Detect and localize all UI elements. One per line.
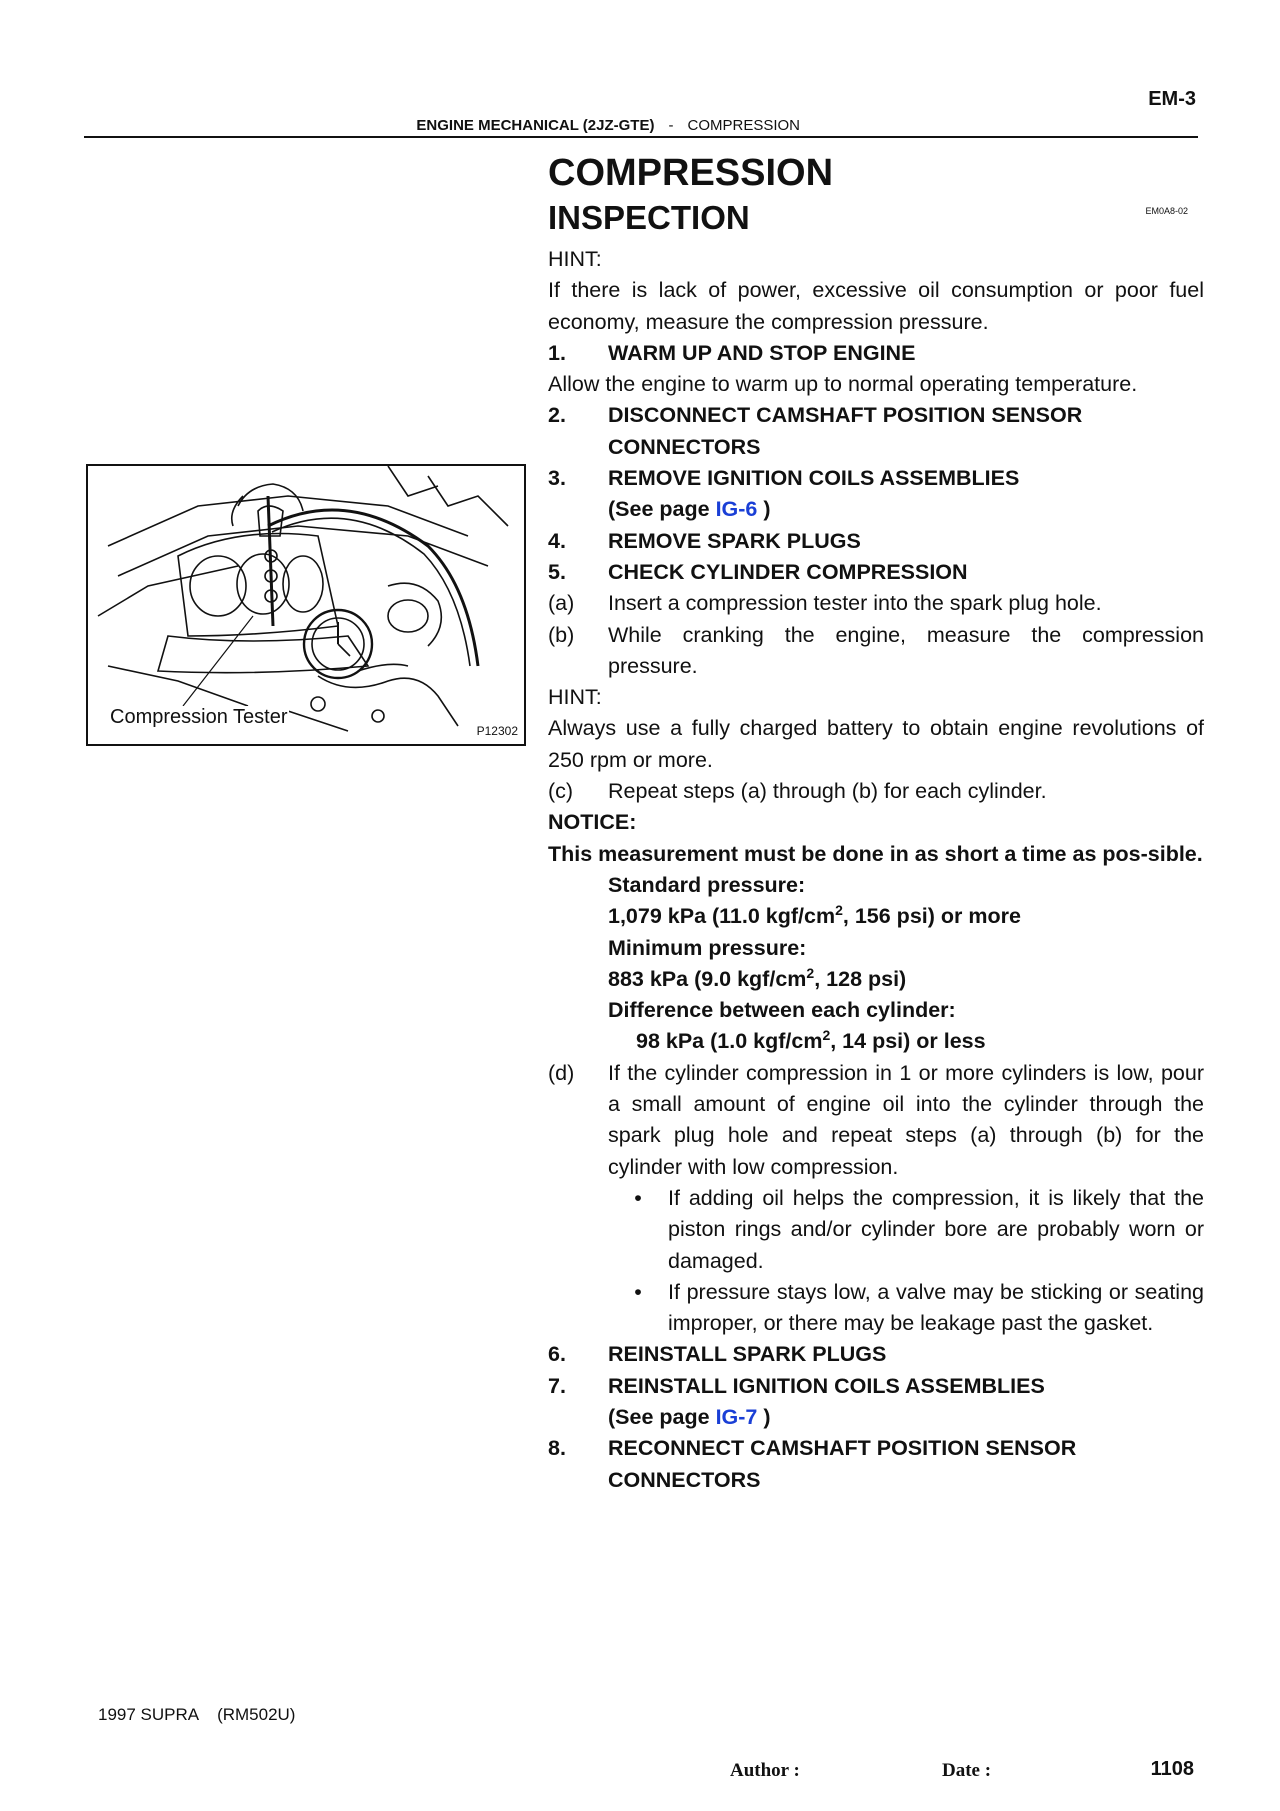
header-separator: -	[668, 117, 674, 134]
value-part: , 156 psi) or more	[842, 904, 1021, 929]
header-rule	[84, 136, 1198, 138]
difference-label: Difference between each cylinder:	[608, 998, 956, 1023]
procedure-content	[548, 150, 1204, 1496]
difference-value	[548, 1026, 1204, 1057]
see-page-close: )	[763, 497, 771, 522]
step-title: RECONNECT CAMSHAFT POSITION SENSOR CONNECTORS	[608, 1436, 1077, 1492]
substep-text: If the cylinder compression in 1 or more cylinders is low, pour a small amount of engine oil into the cylinder through the spark plug hole and repeat steps (a) through (b) for the cylinder with low compression.	[608, 1060, 1204, 1179]
step-number: 6.	[548, 1342, 566, 1367]
figure-id: P12302	[476, 724, 518, 738]
substep-b	[548, 620, 1204, 683]
notice-text: This measurement must be done in as short a time as pos-sible.	[548, 841, 1203, 866]
link-ig-7[interactable]: IG-7	[715, 1404, 758, 1429]
bullet-item	[548, 1183, 1204, 1277]
substep-label: (b)	[548, 622, 575, 647]
substep-label: (d)	[548, 1060, 575, 1085]
step-title: CHECK CYLINDER COMPRESSION	[608, 559, 968, 584]
see-page-close: )	[763, 1404, 771, 1429]
step-title: REINSTALL IGNITION COILS ASSEMBLIES	[608, 1373, 1045, 1398]
section-subtitle: INSPECTION	[548, 199, 750, 236]
step-8	[548, 1433, 1204, 1496]
step-4	[548, 526, 1204, 557]
footer-date-label: Date :	[942, 1760, 992, 1781]
superscript: 2	[822, 1027, 831, 1044]
see-page-text: (See page	[608, 1404, 710, 1429]
step-number: 8.	[548, 1436, 566, 1461]
value-part: 1,079 kPa (11.0 kgf/cm	[608, 904, 836, 929]
footer-author-label: Author :	[730, 1760, 800, 1781]
standard-pressure-label: Standard pressure:	[608, 872, 806, 897]
step-1	[548, 338, 1204, 369]
substep-c	[548, 776, 1204, 807]
step-7	[548, 1371, 1204, 1434]
footer-model: 1997 SUPRA (RM502U)	[98, 1705, 296, 1724]
bullet-icon: •	[634, 1185, 642, 1210]
compression-tester-figure	[86, 464, 526, 746]
bullet-icon: •	[634, 1279, 642, 1304]
bullet-item	[548, 1277, 1204, 1340]
value-part: , 128 psi)	[814, 966, 907, 991]
footer-page-number: 1108	[1150, 1758, 1194, 1780]
step-6	[548, 1339, 1204, 1370]
substep-text: Insert a compression tester into the spark plug hole.	[608, 591, 1102, 616]
substep-text: Repeat steps (a) through (b) for each cylinder.	[608, 779, 1047, 804]
step-number: 1.	[548, 340, 566, 365]
step-number: 5.	[548, 559, 566, 584]
page-title: COMPRESSION	[548, 152, 834, 194]
step-number: 4.	[548, 528, 566, 553]
standard-pressure-value	[548, 901, 1204, 932]
bullet-text: If adding oil helps the compression, it is likely that the piston rings and/or cylinder bore are probably worn or damaged.	[668, 1185, 1204, 1273]
step-title: REINSTALL SPARK PLUGS	[608, 1342, 887, 1367]
substep-text: While cranking the engine, measure the compression pressure.	[608, 622, 1204, 678]
hint-label: HINT:	[548, 247, 602, 271]
step-title: REMOVE IGNITION COILS ASSEMBLIES	[608, 466, 1020, 491]
step-title: WARM UP AND STOP ENGINE	[608, 340, 916, 365]
step-number: 7.	[548, 1373, 566, 1398]
substep-d	[548, 1058, 1204, 1183]
minimum-pressure-label: Minimum pressure:	[608, 935, 807, 960]
figure-caption: Compression Tester	[110, 706, 288, 728]
subsection-title: COMPRESSION	[687, 117, 800, 134]
step-1-text: Allow the engine to warm up to normal operating temperature.	[548, 372, 1138, 397]
superscript: 2	[806, 964, 815, 981]
hint-text: If there is lack of power, excessive oil consumption or poor fuel economy, measure the compression pressure.	[548, 278, 1204, 334]
hint-label: HINT:	[548, 685, 602, 710]
value-part: , 14 psi) or less	[830, 1029, 986, 1054]
see-page-text: (See page	[608, 497, 710, 522]
value-part: 98 kPa (1.0 kgf/cm	[636, 1029, 823, 1054]
value-part: 883 kPa (9.0 kgf/cm	[608, 966, 807, 991]
substep-a	[548, 588, 1204, 619]
step-title: REMOVE SPARK PLUGS	[608, 528, 861, 553]
minimum-pressure-value	[548, 964, 1204, 995]
step-title: DISCONNECT CAMSHAFT POSITION SENSOR CONNECTORS	[608, 403, 1083, 459]
substep-label: (a)	[548, 591, 575, 616]
step-number: 2.	[548, 403, 566, 428]
section-title: ENGINE MECHANICAL (2JZ-GTE)	[416, 117, 655, 134]
section-header	[0, 117, 800, 134]
hint-text: Always use a fully charged battery to obtain engine revolutions of 250 rpm or more.	[548, 716, 1204, 772]
step-5	[548, 557, 1204, 588]
page-code: EM-3	[1148, 88, 1196, 110]
link-ig-6[interactable]: IG-6	[715, 497, 758, 522]
notice-label: NOTICE:	[548, 810, 637, 835]
bullet-text: If pressure stays low, a valve may be sticking or seating improper, or there may be leakage past the gasket.	[668, 1279, 1204, 1336]
step-2	[548, 400, 1204, 463]
engine-illustration	[88, 466, 524, 744]
document-id: EM0A8-02	[1145, 206, 1188, 216]
superscript: 2	[835, 902, 843, 919]
step-number: 3.	[548, 466, 566, 491]
step-3	[548, 463, 1204, 526]
substep-label: (c)	[548, 779, 574, 804]
